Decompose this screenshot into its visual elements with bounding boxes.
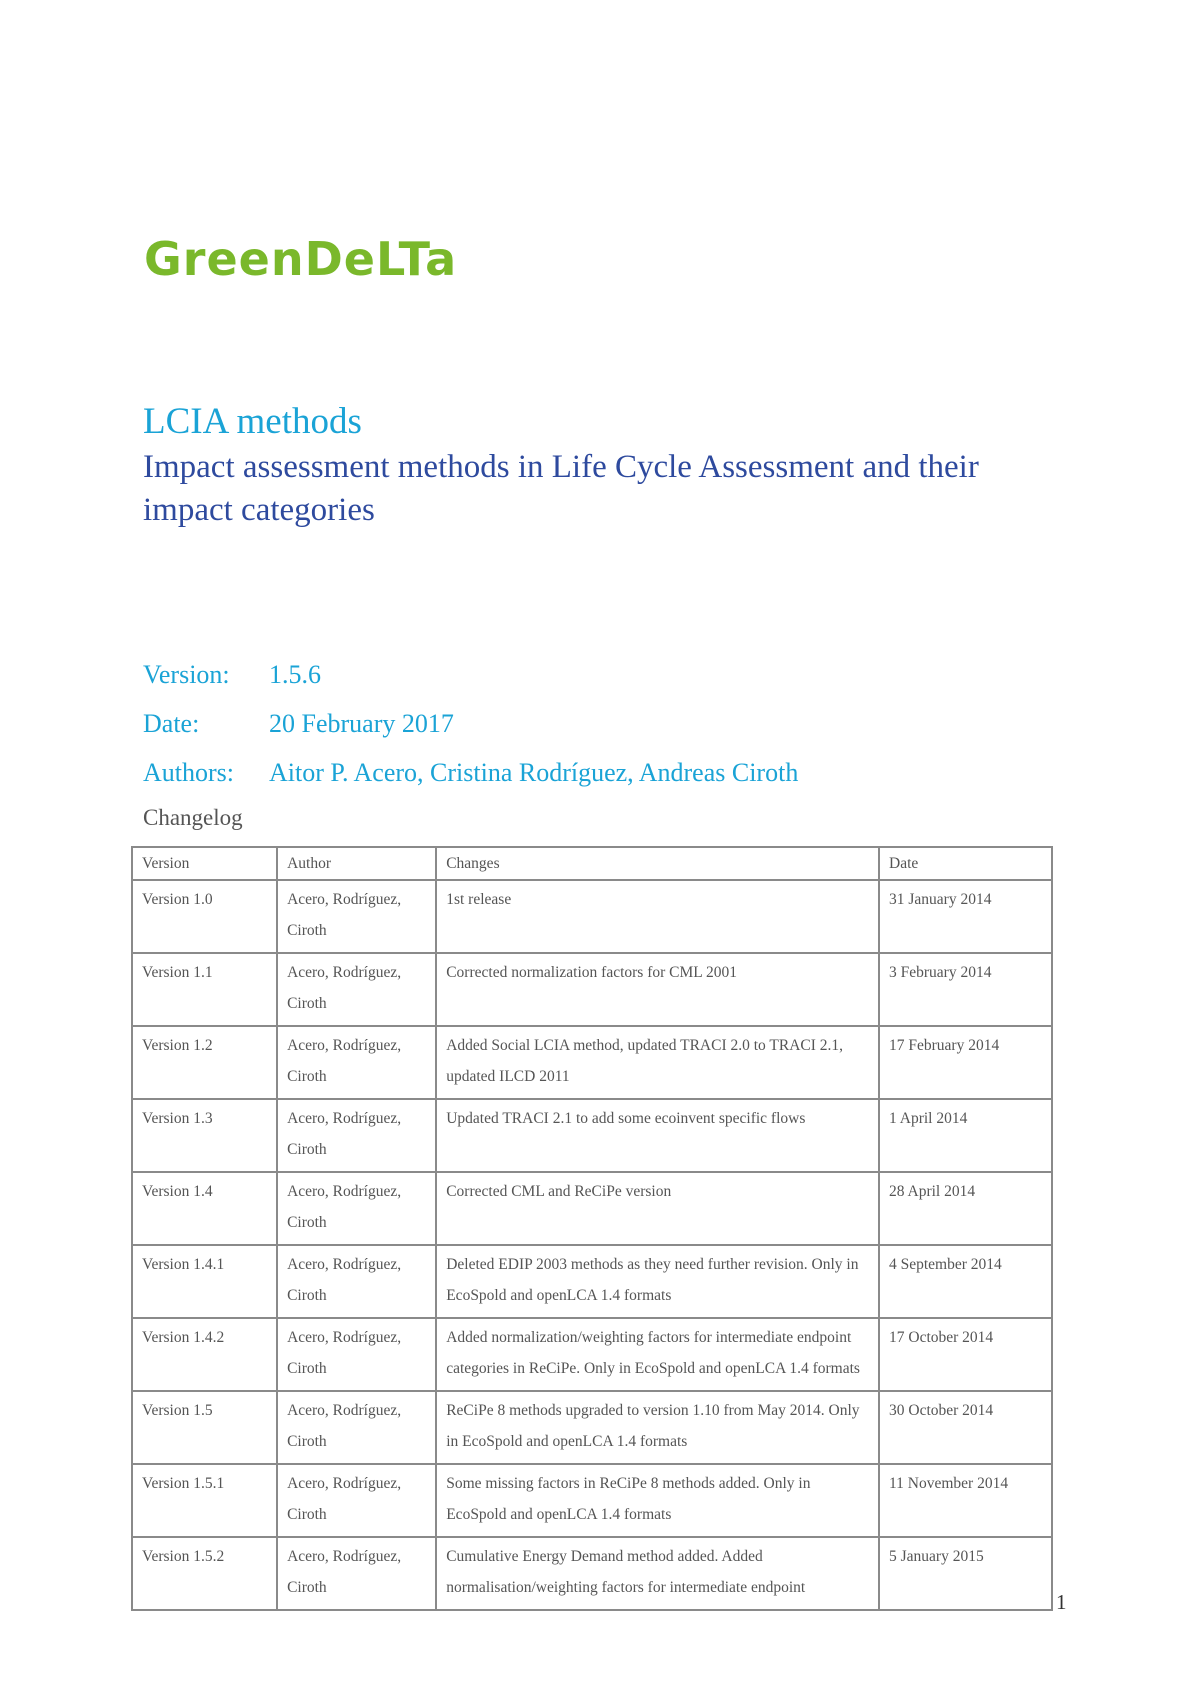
cell-author: Acero, Rodríguez, Ciroth — [277, 1537, 436, 1610]
cell-date: 17 October 2014 — [879, 1318, 1052, 1391]
cell-author: Acero, Rodríguez, Ciroth — [277, 1464, 436, 1537]
cell-date: 31 January 2014 — [879, 880, 1052, 953]
cell-author: Acero, Rodríguez, Ciroth — [277, 1099, 436, 1172]
version-line — [143, 662, 321, 688]
cell-version: Version 1.1 — [132, 953, 277, 1026]
table-row — [132, 1391, 1052, 1464]
cell-author: Acero, Rodríguez, Ciroth — [277, 1172, 436, 1245]
cell-date: 30 October 2014 — [879, 1391, 1052, 1464]
changelog-table — [131, 846, 1053, 1611]
cell-author: Acero, Rodríguez, Ciroth — [277, 1245, 436, 1318]
cell-date: 1 April 2014 — [879, 1099, 1052, 1172]
table-row — [132, 1245, 1052, 1318]
cell-changes: Updated TRACI 2.1 to add some ecoinvent specific flows — [436, 1099, 879, 1172]
authors-line — [143, 760, 798, 786]
cell-changes: Corrected CML and ReCiPe version — [436, 1172, 879, 1245]
cell-version: Version 1.5.1 — [132, 1464, 277, 1537]
table-row — [132, 1099, 1052, 1172]
cell-changes: Corrected normalization factors for CML 2001 — [436, 953, 879, 1026]
cell-version: Version 1.4.1 — [132, 1245, 277, 1318]
cell-changes: Added Social LCIA method, updated TRACI 2.0 to TRACI 2.1, updated ILCD 2011 — [436, 1026, 879, 1099]
table-row — [132, 953, 1052, 1026]
date-line — [143, 711, 454, 737]
cell-changes: 1st release — [436, 880, 879, 953]
changelog-rows — [132, 880, 1052, 1610]
column-header-changes: Changes — [436, 847, 879, 880]
table-row — [132, 1172, 1052, 1245]
table-row — [132, 1537, 1052, 1610]
document-subtitle: Impact assessment methods in Life Cycle Assessment and their impact categories — [143, 449, 979, 528]
greendelta-logo: GreenDeLTa — [144, 232, 458, 286]
table-header-row — [132, 847, 1052, 880]
cell-date: 17 February 2014 — [879, 1026, 1052, 1099]
column-header-date: Date — [879, 847, 1052, 880]
cell-changes: Cumulative Energy Demand method added. Added normalisation/weighting factors for intermediate endpoint — [436, 1537, 879, 1610]
cell-version: Version 1.4 — [132, 1172, 277, 1245]
column-header-author: Author — [277, 847, 436, 880]
cell-changes: ReCiPe 8 methods upgraded to version 1.10 from May 2014. Only in EcoSpold and openLCA 1.4 formats — [436, 1391, 879, 1464]
cell-author: Acero, Rodríguez, Ciroth — [277, 1026, 436, 1099]
cell-version: Version 1.5.2 — [132, 1537, 277, 1610]
table-row — [132, 1026, 1052, 1099]
table-row — [132, 880, 1052, 953]
cell-date: 4 September 2014 — [879, 1245, 1052, 1318]
cell-author: Acero, Rodríguez, Ciroth — [277, 1318, 436, 1391]
cell-version: Version 1.2 — [132, 1026, 277, 1099]
cell-version: Version 1.5 — [132, 1391, 277, 1464]
cell-date: 28 April 2014 — [879, 1172, 1052, 1245]
column-header-version: Version — [132, 847, 277, 880]
cell-changes: Deleted EDIP 2003 methods as they need further revision. Only in EcoSpold and openLCA 1.4 formats — [436, 1245, 879, 1318]
version-label: Version: — [143, 660, 230, 689]
authors-label: Authors: — [143, 758, 234, 787]
table-row — [132, 1464, 1052, 1537]
cell-changes: Added normalization/weighting factors for intermediate endpoint categories in ReCiPe. Only in EcoSpold and openLCA 1.4 formats — [436, 1318, 879, 1391]
date-label: Date: — [143, 709, 200, 738]
date-value: 20 February 2017 — [269, 709, 454, 738]
version-value: 1.5.6 — [269, 660, 321, 689]
cell-version: Version 1.0 — [132, 880, 277, 953]
cell-author: Acero, Rodríguez, Ciroth — [277, 953, 436, 1026]
table-row — [132, 1318, 1052, 1391]
cell-date: 5 January 2015 — [879, 1537, 1052, 1610]
cell-author: Acero, Rodríguez, Ciroth — [277, 1391, 436, 1464]
cell-version: Version 1.4.2 — [132, 1318, 277, 1391]
cell-date: 11 November 2014 — [879, 1464, 1052, 1537]
authors-value: Aitor P. Acero, Cristina Rodríguez, Andreas Ciroth — [269, 758, 799, 787]
cell-version: Version 1.3 — [132, 1099, 277, 1172]
page-number: 1 — [1056, 1590, 1067, 1614]
cell-changes: Some missing factors in ReCiPe 8 methods added. Only in EcoSpold and openLCA 1.4 formats — [436, 1464, 879, 1537]
document-title: LCIA methods — [143, 401, 362, 442]
cell-date: 3 February 2014 — [879, 953, 1052, 1026]
cell-author: Acero, Rodríguez, Ciroth — [277, 880, 436, 953]
changelog-heading: Changelog — [143, 805, 243, 830]
